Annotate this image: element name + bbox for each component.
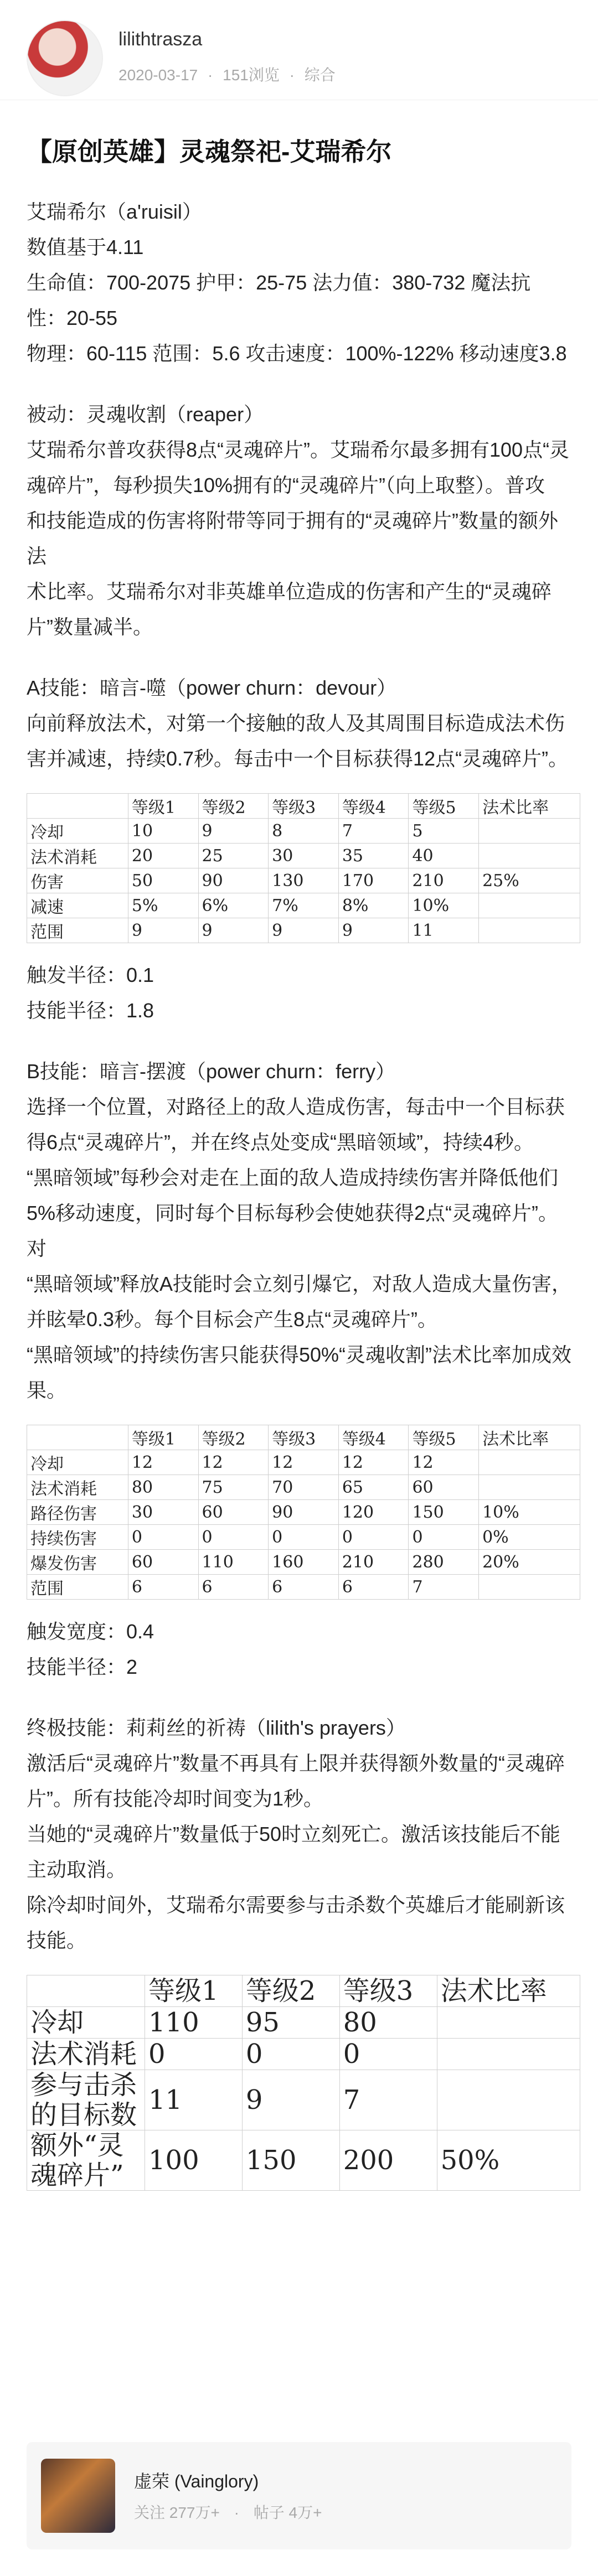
skill-a-extra [27,958,571,1028]
skill-b-extra-line: 技能半径：2 [27,1656,138,1678]
table-cell: 10 [128,819,198,844]
table-cell: 冷却 [27,819,128,844]
table-row [27,1550,580,1575]
table-cell: 9 [242,2070,339,2130]
table-cell [479,918,580,943]
table-cell: 210 [409,868,479,893]
table-cell: 280 [409,1550,479,1575]
table-header-cell: 等级5 [409,1425,479,1450]
table-cell: 210 [338,1550,409,1575]
table-row [27,918,580,943]
meta-separator: · [289,66,295,84]
table-row [27,1525,580,1550]
table-cell: 法术消耗 [27,2039,145,2070]
table-cell: 6 [128,1575,198,1600]
table-row [27,2039,580,2070]
game-name: 虚荣 (Vainglory) [134,2471,259,2491]
table-header-cell: 等级2 [198,794,269,819]
passive-line: 术比率。艾瑞希尔对非英雄单位造成的伤害和产生的“灵魂碎 [27,580,551,603]
table-header-cell [27,794,128,819]
table-cell: 35 [338,844,409,868]
table-cell: 5 [409,819,479,844]
table-header-row [27,794,580,819]
table-cell: 法术消耗 [27,1475,128,1500]
skill-b-line: “黑暗领域”的持续伤害只能获得50%“灵魂收割”法术比率加成效 [27,1343,572,1366]
table-cell: 7 [338,819,409,844]
table-header-row [27,1425,580,1450]
table-cell: 50% [437,2130,580,2191]
table-cell: 160 [269,1550,339,1575]
table-cell: 冷却 [27,1450,128,1475]
table-header-cell: 等级1 [145,1975,243,2007]
table-cell [437,2070,580,2130]
table-header-cell [27,1425,128,1450]
table-row [27,1575,580,1600]
game-posts: 帖子 4万+ [253,2504,322,2521]
table-cell: 60 [198,1500,269,1525]
table-cell [479,1575,580,1600]
table-cell [479,819,580,844]
ultimate-table [27,1975,580,2191]
game-stats [134,2501,332,2523]
table-row [27,844,580,868]
table-cell [479,844,580,868]
skill-b-line: 果。 [27,1379,67,1401]
table-cell: 10% [409,893,479,918]
author-name[interactable]: lilithtrasza [118,29,203,50]
game-card[interactable] [27,2442,571,2549]
table-row [27,819,580,844]
ultimate-line: 片”。所有技能冷却时间变为1秒。 [27,1787,324,1810]
passive-section [27,397,571,645]
table-cell: 0 [242,2039,339,2070]
table-cell: 8% [338,893,409,918]
table-cell: 120 [338,1500,409,1525]
table-header-cell: 等级3 [339,1975,437,2007]
table-cell: 法术消耗 [27,844,128,868]
table-cell: 6% [198,893,269,918]
table-cell: 8 [269,819,339,844]
table-cell: 0 [409,1525,479,1550]
post-content [0,133,598,2191]
table-cell: 60 [409,1475,479,1500]
table-cell: 7 [339,2070,437,2130]
table-header-cell: 等级4 [338,1425,409,1450]
table-header-cell: 法术比率 [479,794,580,819]
table-cell: 12 [409,1450,479,1475]
table-cell [437,2007,580,2039]
table-cell: 65 [338,1475,409,1500]
skill-b-line: B技能：暗言-摆渡（power churn：ferry） [27,1060,396,1083]
table-cell: 9 [198,819,269,844]
table-header-cell: 等级1 [128,794,198,819]
table-cell: 伤害 [27,868,128,893]
skill-a-line: A技能：暗言-噬（power churn：devour） [27,676,397,699]
table-header-cell: 等级3 [269,1425,339,1450]
table-header-cell: 法术比率 [479,1425,580,1450]
ultimate-line: 主动取消。 [27,1858,127,1881]
table-cell: 路径伤害 [27,1500,128,1525]
table-cell: 0 [269,1525,339,1550]
skill-b-line: 选择一个位置，对路径上的敌人造成伤害，每击中一个目标获 [27,1095,565,1118]
table-cell: 170 [338,868,409,893]
table-row [27,2070,580,2130]
table-header-cell: 等级2 [242,1975,339,2007]
table-cell: 11 [409,918,479,943]
table-cell: 150 [409,1500,479,1525]
passive-line: 魂碎片”，每秒损失10%拥有的“灵魂碎片”（向上取整）。普攻 [27,474,545,496]
table-header-row [27,1975,580,2007]
stat-line: 性：20-55 [27,307,118,329]
ultimate-line: 激活后“灵魂碎片”数量不再具有上限并获得额外数量的“灵魂碎 [27,1752,565,1775]
skill-a-extra-line: 触发半径：0.1 [27,964,154,986]
table-cell: 5% [128,893,198,918]
table-cell: 范围 [27,1575,128,1600]
table-header-cell [27,1975,145,2007]
table-cell: 0 [145,2039,243,2070]
table-cell: 9 [338,918,409,943]
skill-b-line: 得6点“灵魂碎片”，并在终点处变成“黑暗领域”，持续4秒。 [27,1131,534,1153]
table-row [27,2130,580,2191]
passive-line: 和技能造成的伤害将附带等同于拥有的“灵魂碎片”数量的额外法 [27,509,558,567]
table-cell: 0 [128,1525,198,1550]
ultimate-section [27,1710,571,1958]
table-cell: 70 [269,1475,339,1500]
table-cell: 减速 [27,893,128,918]
table-cell: 50 [128,868,198,893]
table-cell: 持续伤害 [27,1525,128,1550]
table-cell: 范围 [27,918,128,943]
post-header [0,0,598,100]
post-meta [118,63,341,85]
table-cell: 12 [198,1450,269,1475]
table-cell: 0 [339,2039,437,2070]
table-header-cell: 等级3 [269,794,339,819]
table-cell: 80 [128,1475,198,1500]
table-cell: 额外“灵魂碎片” [27,2130,145,2191]
skill-b-extra [27,1614,571,1685]
table-cell: 6 [338,1575,409,1600]
meta-separator: · [208,66,213,84]
stat-line: 艾瑞希尔（a'ruisil） [27,200,202,223]
skill-b-line: “黑暗领域”释放A技能时会立刻引爆它，对敌人造成大量伤害， [27,1273,571,1295]
table-cell: 11 [145,2070,243,2130]
game-thumbnail [41,2459,115,2533]
table-cell: 20 [128,844,198,868]
passive-line: 被动：灵魂收割（reaper） [27,403,264,426]
table-header-cell: 法术比率 [437,1975,580,2007]
table-cell: 25% [479,868,580,893]
table-row [27,1450,580,1475]
ultimate-line: 除冷却时间外，艾瑞希尔需要参与击杀数个英雄后才能刷新该 [27,1894,565,1916]
table-cell: 12 [338,1450,409,1475]
table-header-cell: 等级2 [198,1425,269,1450]
table-cell: 110 [145,2007,243,2039]
table-cell: 6 [269,1575,339,1600]
table-cell [479,1450,580,1475]
table-cell: 100 [145,2130,243,2191]
skill-b-extra-line: 触发宽度：0.4 [27,1620,154,1643]
table-row [27,868,580,893]
ultimate-line: 终极技能：莉莉丝的祈祷（lilith's prayers） [27,1716,406,1739]
meta-separator: · [234,2504,239,2521]
skill-a-table [27,793,580,943]
post-category[interactable]: 综合 [304,66,336,84]
table-cell: 9 [198,918,269,943]
table-cell: 90 [269,1500,339,1525]
hero-stats [27,194,571,371]
table-cell: 200 [339,2130,437,2191]
skill-a-line: 害并减速，持续0.7秒。每击中一个目标获得12点“灵魂碎片”。 [27,747,569,770]
table-cell: 12 [128,1450,198,1475]
table-cell: 30 [128,1500,198,1525]
table-cell: 150 [242,2130,339,2191]
table-cell: 80 [339,2007,437,2039]
table-header-cell: 等级4 [338,794,409,819]
table-cell [437,2039,580,2070]
table-cell: 25 [198,844,269,868]
table-cell: 9 [269,918,339,943]
post-date: 2020-03-17 [118,66,198,84]
table-cell: 7 [409,1575,479,1600]
table-cell: 冷却 [27,2007,145,2039]
skill-b-section [27,1054,571,1408]
skill-a-extra-line: 技能半径：1.8 [27,999,154,1022]
table-header-cell: 等级5 [409,794,479,819]
table-cell: 110 [198,1550,269,1575]
table-row [27,893,580,918]
table-cell: 75 [198,1475,269,1500]
ultimate-line: 技能。 [27,1929,87,1952]
table-cell: 0% [479,1525,580,1550]
table-cell: 0 [338,1525,409,1550]
stat-line: 数值基于4.11 [27,236,144,258]
table-cell: 40 [409,844,479,868]
stat-line: 生命值：700-2075 护甲：25-75 法力值：380-732 魔法抗 [27,271,531,294]
skill-b-table [27,1425,580,1600]
table-cell: 30 [269,844,339,868]
table-cell: 90 [198,868,269,893]
table-cell: 7% [269,893,339,918]
table-cell: 12 [269,1450,339,1475]
table-cell: 130 [269,868,339,893]
game-followers: 关注 277万+ [134,2504,220,2521]
table-row [27,1500,580,1525]
table-cell: 6 [198,1575,269,1600]
post-title: 【原创英雄】灵魂祭祀-艾瑞希尔 [27,137,392,166]
author-avatar[interactable] [27,20,103,96]
table-cell [479,893,580,918]
skill-b-line: 5%移动速度，同时每个目标每秒会使她获得2点“灵魂碎片”。对 [27,1202,559,1260]
passive-line: 片”数量减半。 [27,615,153,638]
table-cell: 9 [128,918,198,943]
skill-b-line: “黑暗领域”每秒会对走在上面的敌人造成持续伤害并降低他们 [27,1166,558,1189]
table-cell: 参与击杀的目标数 [27,2070,145,2130]
passive-line: 艾瑞希尔普攻获得8点“灵魂碎片”。艾瑞希尔最多拥有100点“灵 [27,438,570,461]
skill-b-line: 并眩晕0.3秒。每个目标会产生8点“灵魂碎片”。 [27,1308,438,1331]
table-header-cell: 等级1 [128,1425,198,1450]
table-row [27,1475,580,1500]
table-cell: 爆发伤害 [27,1550,128,1575]
table-cell: 60 [128,1550,198,1575]
table-cell: 95 [242,2007,339,2039]
table-row [27,2007,580,2039]
table-cell [479,1475,580,1500]
skill-a-line: 向前释放法术，对第一个接触的敌人及其周围目标造成法术伤 [27,712,565,734]
skill-a-section [27,670,571,777]
stat-line: 物理：60-115 范围：5.6 攻击速度：100%-122% 移动速度3.8 [27,342,567,365]
view-count: 151浏览 [223,66,280,84]
ultimate-line: 当她的“灵魂碎片”数量低于50时立刻死亡。激活该技能后不能 [27,1823,561,1845]
table-cell: 0 [198,1525,269,1550]
table-cell: 10% [479,1500,580,1525]
table-cell: 20% [479,1550,580,1575]
